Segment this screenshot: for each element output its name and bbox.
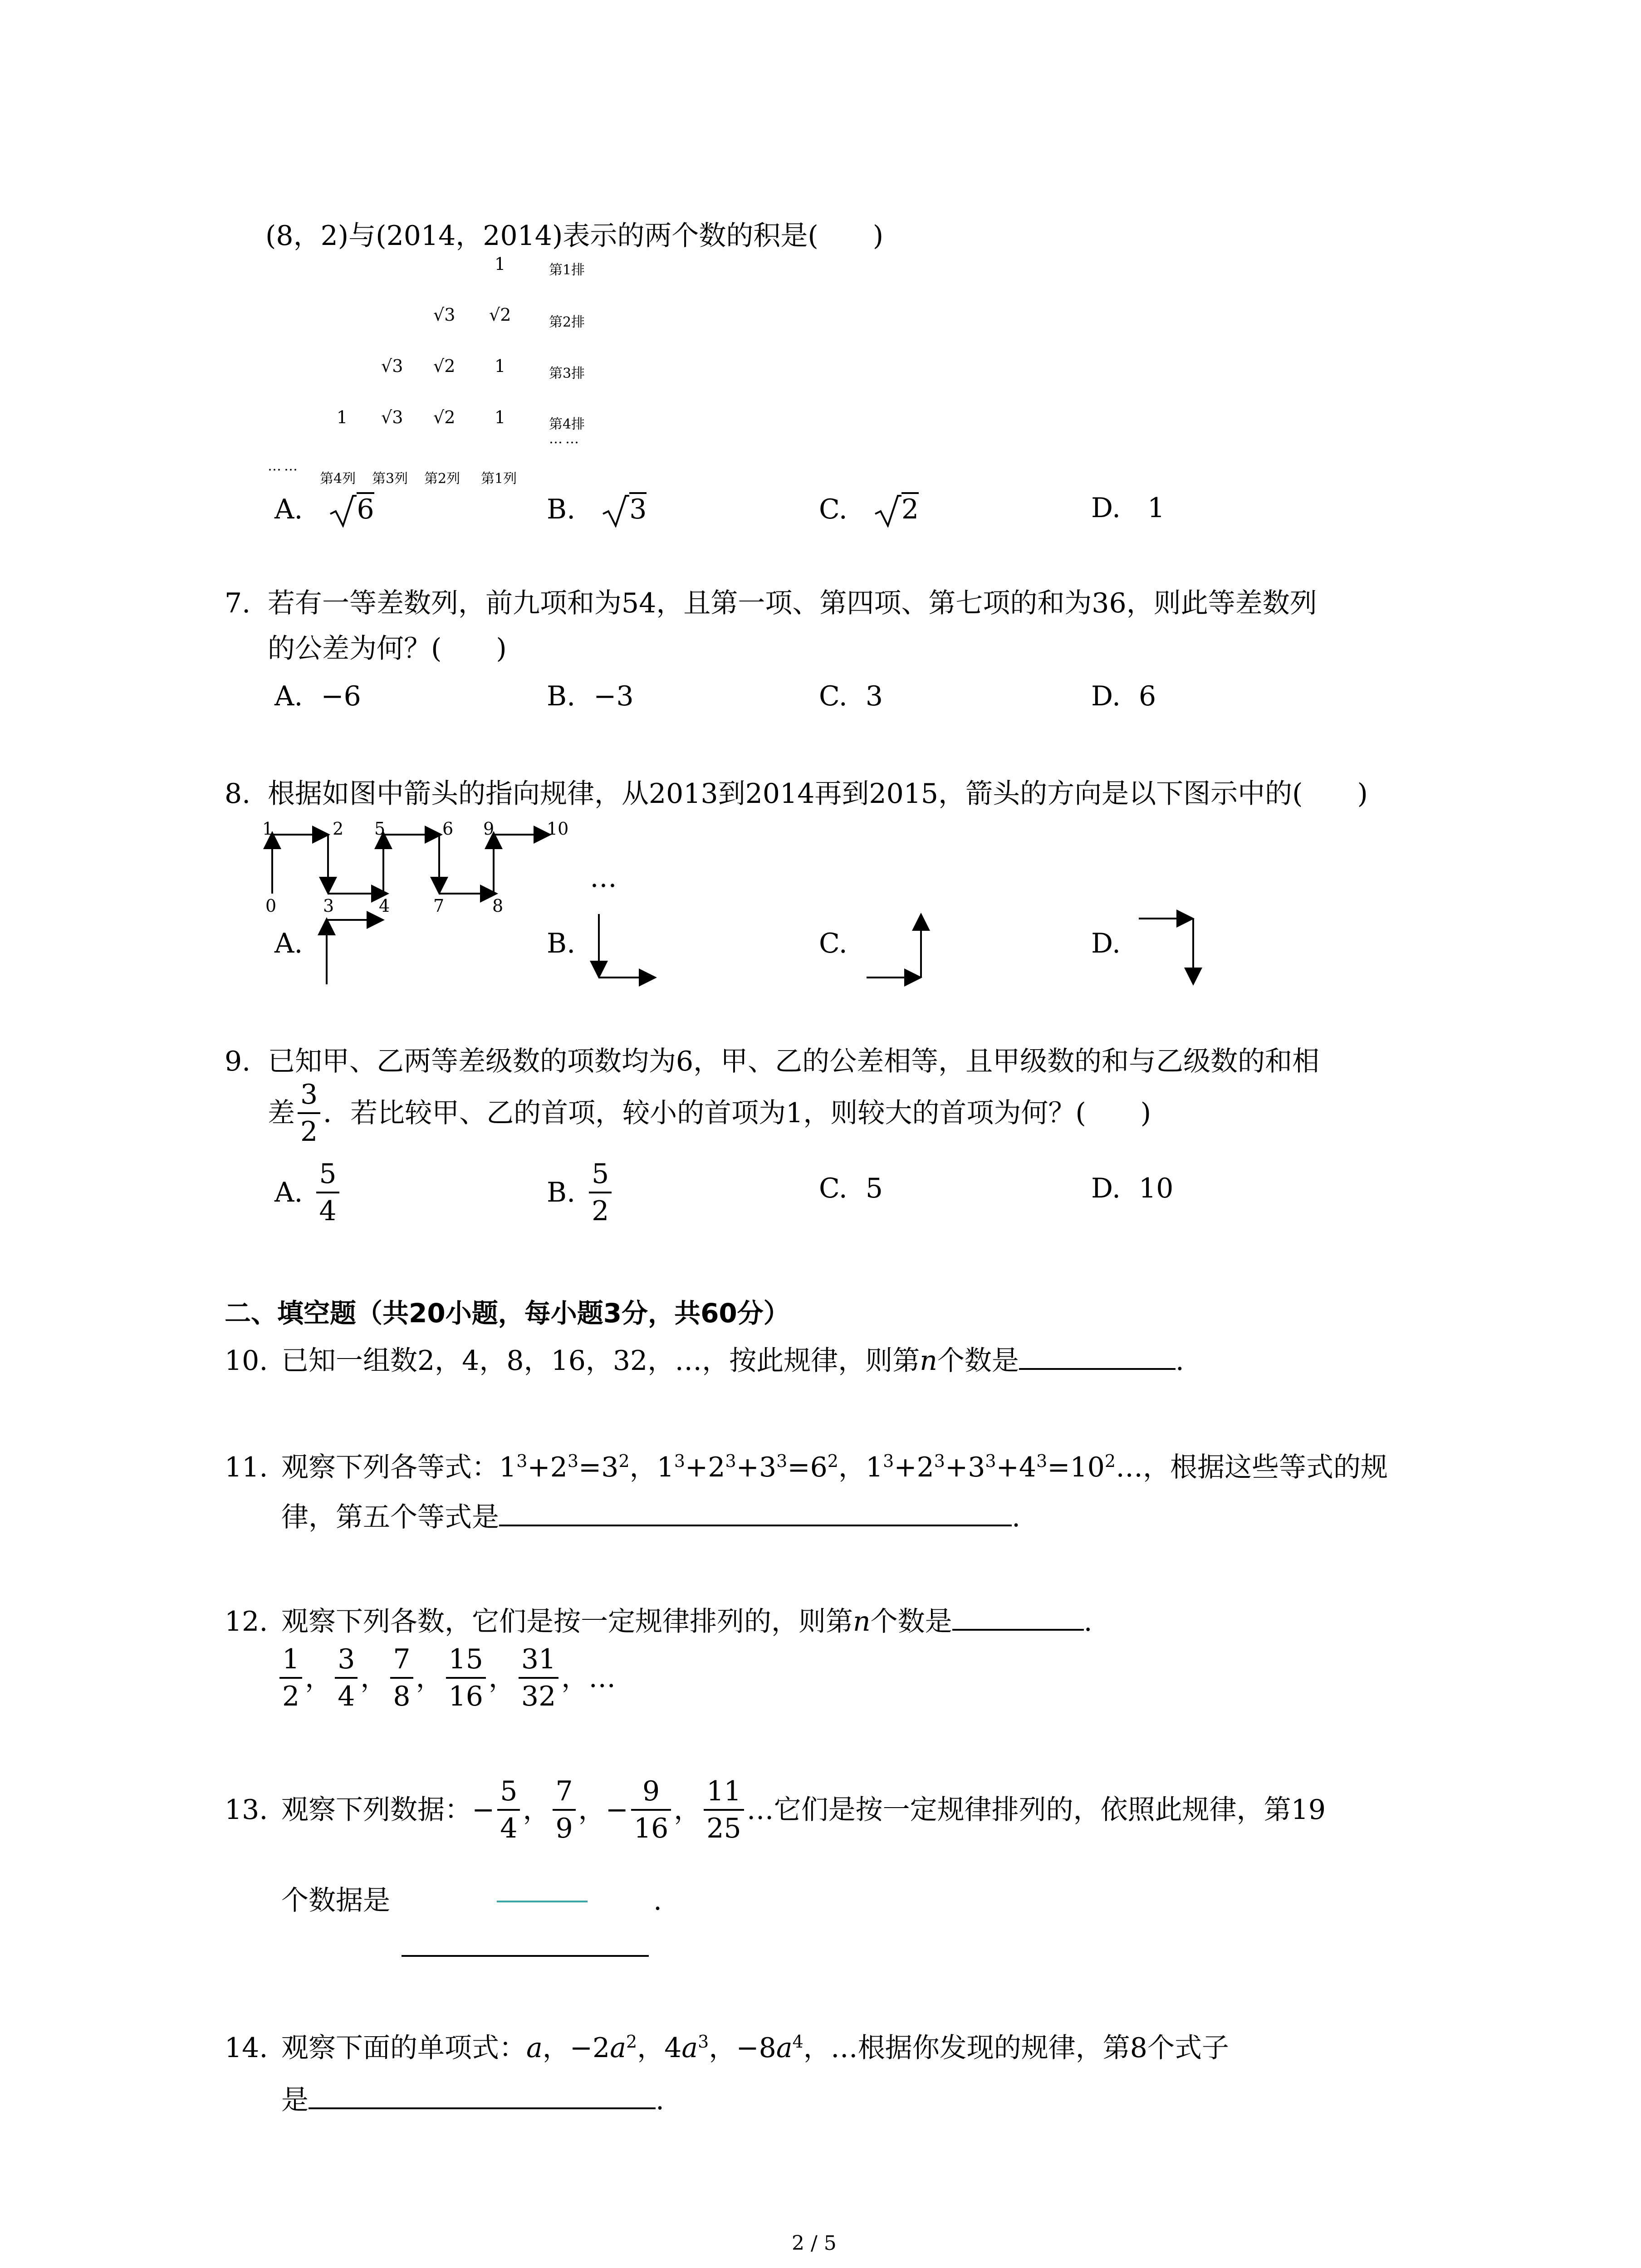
- denominator: 9: [555, 1813, 573, 1844]
- text: ，…: [561, 1662, 616, 1694]
- sqrt-icon: [602, 495, 629, 528]
- option-letter: A.: [274, 494, 303, 525]
- option-letter: C.: [819, 680, 847, 712]
- text: 观察下列各等式：: [281, 1452, 499, 1483]
- denominator: 32: [521, 1681, 556, 1712]
- q10-number: 10.: [225, 1345, 268, 1377]
- option-value: −3: [593, 680, 634, 712]
- text: ，…根据你发现的规律，第8个式子: [803, 2032, 1229, 2064]
- fraction: [279, 1644, 302, 1711]
- text: …，根据这些等式的规: [1116, 1452, 1388, 1483]
- option-value: 3: [865, 680, 883, 712]
- numerator: 31: [519, 1644, 558, 1679]
- q12-number: 12.: [225, 1606, 268, 1637]
- text: 已知一组数2，4，8，16，32，…，按此规律，则第: [281, 1345, 920, 1377]
- numerator: 5: [316, 1159, 339, 1193]
- q7-line2: 的公差为何？( ): [268, 633, 507, 665]
- table-cell: √3: [381, 407, 403, 427]
- option-letter: D.: [1091, 680, 1121, 712]
- diagram-number: 5: [374, 819, 386, 839]
- numerator: 11: [704, 1776, 744, 1811]
- q13-line1: 观察下列数据： − $\frac{5}{4}$ ， $\frac{7}{9}$ ， − $\frac{9}{16}$ ， $\frac{11}{25}$ …它们是按一定规律排列的，依照此规律，第19: [281, 1775, 1326, 1844]
- table-cell: √3: [381, 356, 403, 376]
- option-value: −6: [321, 680, 361, 712]
- answer-hint-line: [497, 1901, 588, 1902]
- row-label: 第4排: [549, 416, 585, 432]
- q9-option-c: [819, 1175, 883, 1202]
- denominator: 4: [338, 1681, 355, 1712]
- text: 观察下面的单项式：: [281, 2032, 526, 2064]
- option-letter: C.: [819, 1173, 847, 1204]
- answer-blank[interactable]: [309, 2107, 656, 2109]
- denominator: 25: [706, 1813, 741, 1844]
- text: 律，第五个等式是: [281, 1501, 499, 1533]
- text: …它们是按一定规律排列的，依照此规律，第19: [746, 1794, 1326, 1826]
- table-cell: √2: [433, 407, 456, 427]
- fraction: [298, 1080, 320, 1147]
- text: 差: [268, 1097, 295, 1129]
- diagram-number: 0: [265, 896, 277, 916]
- option-letter: B.: [547, 928, 576, 959]
- option-letter: C.: [819, 928, 847, 959]
- denominator: 4: [319, 1195, 337, 1227]
- radicand: 3: [629, 492, 647, 523]
- q10-text: [281, 1345, 1184, 1377]
- dots: ……: [268, 458, 300, 474]
- q12-sequence: $\frac{1}{2}$ ， $\frac{3}{4}$ ， $\frac{7}{8}$ ， $\frac{15}{16}$ ， $\frac{31}{32}$ ，…: [277, 1644, 616, 1711]
- text: .: [1012, 1501, 1021, 1533]
- denominator: 16: [448, 1681, 483, 1712]
- diagram-ellipsis: …: [590, 862, 617, 894]
- option-letter: D.: [1091, 492, 1121, 524]
- q9-number: 9.: [225, 1046, 251, 1077]
- q11-number: 11.: [225, 1452, 268, 1483]
- q6-option-c: [819, 492, 919, 528]
- diagram-number: 4: [379, 896, 390, 916]
- q7-number: 7.: [225, 587, 251, 619]
- sqrt-icon: [329, 495, 357, 528]
- text: 个数是: [937, 1345, 1019, 1377]
- q9-option-b: [547, 1159, 614, 1226]
- text: ．若比较甲、乙的首项，较小的首项为1，则较大的首项为何？( ): [323, 1097, 1151, 1129]
- arrow-right-up-icon: [862, 907, 930, 989]
- q6-option-b: [547, 492, 647, 528]
- fraction: [497, 1776, 520, 1843]
- q9-option-d: [1091, 1175, 1173, 1202]
- text: 个数是: [870, 1606, 952, 1637]
- arrow-right-down-icon: [1134, 907, 1202, 989]
- col-label: 第2列: [424, 471, 460, 487]
- q7-option-b: [547, 680, 634, 712]
- text: 观察下列各数，它们是按一定规律排列的，则第: [281, 1606, 853, 1637]
- fraction: [390, 1644, 413, 1711]
- q8-number: 8.: [225, 778, 251, 810]
- option-letter: D.: [1091, 1173, 1121, 1204]
- text: .: [656, 2084, 665, 2116]
- table-cell: √3: [433, 305, 456, 325]
- q7-option-a: [274, 680, 361, 712]
- variable: n: [920, 1345, 937, 1377]
- diagram-number: 1: [262, 819, 274, 839]
- diagram-number: 3: [323, 896, 334, 916]
- table-cell: 1: [495, 356, 506, 376]
- q8-option-b: [547, 930, 575, 957]
- denominator: 4: [500, 1813, 518, 1844]
- numerator: 3: [335, 1644, 358, 1679]
- q14-line1: 观察下面的单项式：a，$-2a^2$，$4a^3$，$-8a^4$，…根据你发现的规律，第8个式子: [281, 2032, 1229, 2064]
- option-letter: B.: [547, 494, 576, 525]
- denominator: 2: [282, 1681, 300, 1712]
- diagram-number: 7: [433, 896, 445, 916]
- fraction: [519, 1644, 558, 1711]
- fraction: [446, 1644, 486, 1711]
- col-label: 第1列: [481, 471, 517, 487]
- text: .: [1083, 1606, 1092, 1637]
- text: .: [1175, 1345, 1184, 1377]
- q6-stem: (8，2)与(2014，2014)表示的两个数的积是( ): [265, 220, 884, 252]
- fraction: [335, 1644, 358, 1711]
- q7-option-d: [1091, 680, 1156, 712]
- fraction: [316, 1159, 339, 1226]
- radicand: 6: [357, 492, 374, 523]
- option-value: 1: [1147, 492, 1165, 524]
- answer-blank[interactable]: [1019, 1367, 1176, 1370]
- numerator: 1: [279, 1644, 302, 1679]
- q6-option-a: [274, 492, 374, 528]
- table-cell: 1: [495, 407, 506, 427]
- q13-line2: 个数据是: [281, 1885, 390, 1916]
- diagram-number: 2: [333, 819, 344, 839]
- fraction: [704, 1776, 744, 1843]
- page-number: 2 / 5: [792, 2232, 837, 2255]
- option-letter: B.: [547, 680, 576, 712]
- q6-option-d: [1091, 494, 1165, 522]
- q7-option-c: [819, 680, 883, 712]
- numerator: 15: [446, 1644, 486, 1679]
- q8-option-a: [274, 930, 303, 957]
- q13-number: 13.: [225, 1794, 268, 1826]
- diagram-number: 9: [483, 819, 495, 839]
- option-letter: A.: [274, 928, 303, 959]
- denominator: 2: [300, 1116, 318, 1148]
- numerator: 9: [631, 1776, 671, 1811]
- arrow-up-right-icon: [318, 907, 386, 989]
- numerator: 5: [497, 1776, 520, 1811]
- sqrt-icon: [874, 495, 901, 528]
- diagram-number: 8: [492, 896, 504, 916]
- dots: ……: [549, 431, 582, 447]
- section-title: 二、填空题（共20小题，每小题3分，共60分）: [225, 1298, 790, 1329]
- sign: −: [605, 1794, 628, 1826]
- q8-option-d: [1091, 930, 1121, 957]
- fraction: [553, 1776, 575, 1843]
- q8-option-c: [819, 930, 847, 957]
- q11-line2: [281, 1501, 1021, 1533]
- numerator: 3: [298, 1080, 320, 1114]
- arrow-down-right-icon: [590, 907, 658, 989]
- period: .: [653, 1885, 662, 1916]
- denominator: 8: [393, 1681, 411, 1712]
- numerator: 7: [553, 1776, 575, 1811]
- option-letter: A.: [274, 1177, 303, 1208]
- option-value: 10: [1139, 1173, 1174, 1204]
- row-label: 第3排: [549, 366, 585, 381]
- q14-number: 14.: [225, 2032, 268, 2064]
- q11-line1: 观察下列各等式：$1^3+2^3=3^2$，$1^3+2^3+3^3=6^2$，$1^3+2^3+3^3+4^3=10^2\dots$，根据这些等式的规: [281, 1451, 1388, 1483]
- col-label: 第3列: [372, 471, 408, 487]
- q9-option-a: [274, 1159, 342, 1226]
- text: 是: [281, 2084, 309, 2116]
- q12-line1: [281, 1608, 1092, 1635]
- q9-line1: 已知甲、乙两等差级数的项数均为6，甲、乙的公差相等，且甲级数的和与乙级数的和相: [268, 1046, 1320, 1077]
- table-cell: √2: [433, 356, 456, 376]
- col-label: 第4列: [320, 471, 356, 487]
- denominator: 2: [592, 1195, 609, 1227]
- diagram-number: 6: [442, 819, 454, 839]
- sign: −: [472, 1794, 495, 1826]
- option-letter: A.: [274, 680, 303, 712]
- radicand: 2: [901, 492, 919, 523]
- table-cell: 1: [337, 407, 348, 427]
- option-letter: D.: [1091, 928, 1121, 959]
- q9-line2: [268, 1080, 1151, 1147]
- q7-line1: 若有一等差数列，前九项和为54，且第一项、第四项、第七项的和为36，则此等差数列: [268, 587, 1317, 619]
- arrow-path-diagram: [254, 821, 572, 903]
- q14-line2: [281, 2084, 665, 2116]
- option-letter: C.: [819, 494, 847, 525]
- answer-blank[interactable]: [952, 1628, 1084, 1631]
- numerator: 7: [390, 1644, 413, 1679]
- option-letter: B.: [547, 1177, 576, 1208]
- q8-stem: 根据如图中箭头的指向规律，从2013到2014再到2015，箭头的方向是以下图示中的( ): [268, 778, 1368, 810]
- variable: n: [853, 1606, 871, 1637]
- denominator: 16: [633, 1813, 669, 1844]
- option-value: 6: [1139, 680, 1156, 712]
- row-label: 第2排: [549, 314, 585, 330]
- numerator: 5: [589, 1159, 612, 1193]
- answer-blank[interactable]: [499, 1524, 1012, 1526]
- table-cell: √2: [489, 305, 511, 325]
- text: 观察下列数据：: [281, 1794, 472, 1826]
- diagram-number: 10: [547, 819, 569, 839]
- answer-blank[interactable]: [402, 1955, 649, 1957]
- row-label: 第1排: [549, 262, 585, 278]
- fraction: [631, 1776, 671, 1843]
- table-cell: 1: [495, 254, 506, 274]
- fraction: [589, 1159, 612, 1226]
- option-value: 5: [865, 1173, 883, 1204]
